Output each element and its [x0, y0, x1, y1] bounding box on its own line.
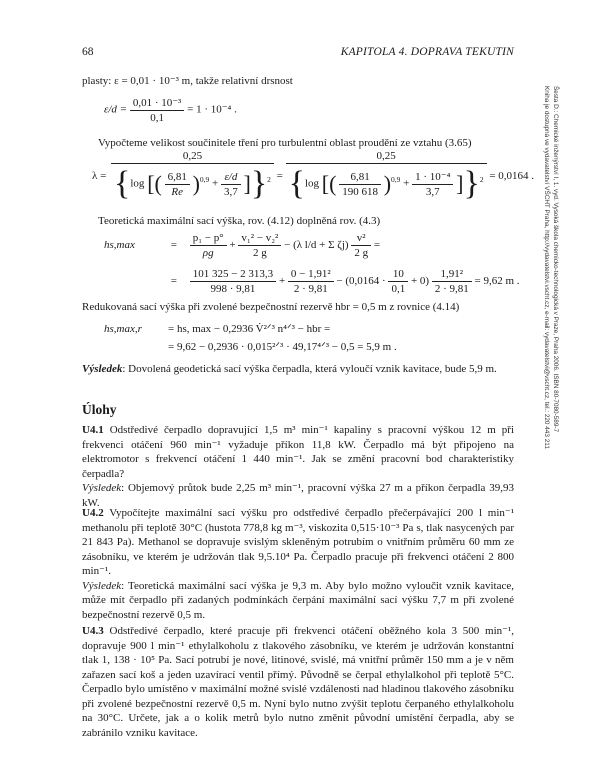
task-u43: U4.3 Odstředivé čerpadlo, které pracuje při frekvenci otáčení oběžného kola 3 500 min⁻¹, dopravuje 900 l min⁻¹ ethylalkoholu z tlakového zásobníku, ve kterém je udržován konstantní tlak 1, 138 · 10⁵ Pa. Sací potrubí je nové, litinové, svislé, má vnitřní průměr 150 mm a je v něm zařazen sací koš a jeden uzavírací ventil přímý. Původně se čerpal ethylalkohol při teplotě 5°C. Čerpadlo bylo umístěno v maximální možné svislé vzdálenosti nad hladinou tlakového zásobníku při zvolené bezpečnostní rezervě 0,5 m. Nyní bylo nutno zvýšit teplotu čerpaného ethylalkoholu na 30°C. Určete, jak a o kolik metrů bylo nutno změnit původní umístění čerpadla, aby se zabránilo vzniku kavitace.: [82, 625, 514, 739]
friction-factor-equation: λ = 0,25 {log [( $\frac{6,81}{Re}$ )$^{0,9}$ + $\frac{\varepsilon/d}{3,7}$ ]}$^2$ = 0,25 {log [( $\frac{6,81}{190 618}$ )$^{0,9}$ + $\frac{\text{1 · 10⁻⁴}}{3,7}$ ]}$^2$ = 0,0164 .: [92, 150, 535, 202]
suction-height-equation: hs,max = $\frac{\text{p₁ − p°}}{\rho g}$ + $\frac{\text{v₁² − v₂²}}{2 g}$ − (λ l/d + Σ ζj) $\frac{\text{v²}}{2 g}$ = = $\frac{101 325 - 2 313,3}{998 \cdot 9,81}$ + $\frac{\text{0 − 1,91²}}{2 \cdot 9,81}$ − (0,0164 · $\frac{10}{0,1}$ + 0) $\frac{\text{1,91²}}{2 \cdot 9,81}$ = 9,62 m .: [104, 232, 520, 295]
friction-text: Vypočteme velikost součinitele tření pro turbulentní oblast proudění ze vztahu (3.65): [98, 137, 472, 149]
side-citation: [543, 86, 561, 591]
task-u42: U4.2 Vypočítejte maximální sací výšku pro odstředivé čerpadlo přečerpávající 200 l min⁻¹ methanolu při teplotě 30°C (hustota 778,8 kg m⁻³, viskozita 0,515·10⁻³ Pa s, tlak nasycených par 21 843 Pa). Methanol se dopravuje svislým skleněným potrubím o vnitřním průměru 60 mm ze zásobníku, ve kterém je udržován tlak 9,5.10⁴ Pa. Čerpadlo pracuje při frekvenci otáčení 2 800 min⁻¹. Výsledek: Teoretická maximální sací výška je 9,3 m. Aby bylo možno vyloučit vznik kavitace, může mít čerpadlo při zadaných podmínkách čerpání maximální sací výšku 7,7 m při zvolené bezpečnostní rezervě 0,5 m.: [82, 507, 515, 621]
relative-roughness-equation: ε/d = $\frac{\text{0,01 · 10⁻³}}{0,1}$ = 1 · 10⁻⁴ .: [104, 97, 237, 124]
reduced-height-equation: hs,max,r = hs, max − 0,2936 V̇²ᐟ³ n⁴ᐟ³ − hbr = = 9,62 − 0,2936 · 0,015²ᐟ³ · 49,17⁴ᐟ³ − 0,5 = 5,9 m .: [104, 323, 397, 353]
section-title: Úlohy: [82, 402, 117, 417]
reduced-height-text: Redukovaná sací výška při zvolené bezpečnostní rezervě hbr = 0,5 m z rovnice (4.14): [82, 301, 460, 313]
example-result: Výsledek: Dovolená geodetická sací výška čerpadla, která vyloučí vznik kavitace, bude 5,9 m.: [82, 363, 497, 375]
intro-text: plasty: ε = 0,01 · 10⁻³ m, takže relativní drsnost: [82, 75, 293, 87]
citation-line-2: Kniha je dostupná ve vydavatelství VŠCHT Praha, http://vydavatelstvi.vscht.cz, e-mail: vydavatelstvi@vscht.cz, tel.: 220 443 211: [543, 86, 551, 449]
citation-line-1: Šesta D.: Chemické inženýrství I, 1. vyd. Vysoká škola chemicko-technologická v Praze, Praha 2006. ISBN 80-7080-589-7: [552, 86, 559, 433]
task-u41: U4.1 Odstředivé čerpadlo dopravující 1,5 m³ min⁻¹ kapaliny s pracovní výškou 12 m při frekvenci otáčení 960 min⁻¹ vyžaduje příkon 11,8 kW. Čerpadlo má být připojeno na elektromotor s frekvencí otáčení 1 440 min⁻¹. Jak se změní pracovní bod charakteristiky čerpadla? Výsledek: Objemový průtok bude 2,25 m³ min⁻¹, pracovní výška 27 m a příkon čerpadla 39,93 kW.: [82, 424, 515, 509]
chapter-title: KAPITOLA 4. DOPRAVA TEKUTIN: [340, 46, 514, 58]
page-number: 68: [82, 46, 94, 58]
suction-height-text: Teoretická maximální sací výška, rov. (4.12) doplněná rov. (4.3): [98, 215, 381, 227]
